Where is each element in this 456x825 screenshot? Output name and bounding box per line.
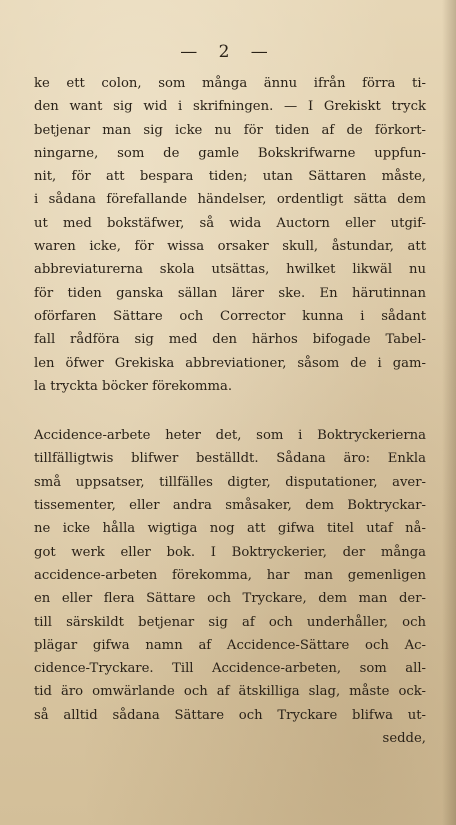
- text-line: så alltid sådana Sättare och Tryckare blifwa ut-: [34, 707, 426, 723]
- text-line: abbreviaturerna skola utsättas, hwilket likwäl nu: [34, 262, 426, 278]
- text-line: sedde,: [382, 731, 426, 747]
- text-line: cidence-Tryckare. Till Accidence-arbeten, som all-: [34, 661, 426, 677]
- text-line: fall rådföra sig med den härhos bifogade Tabel-: [34, 332, 426, 348]
- page-body: [34, 72, 426, 750]
- text-line: plägar gifwa namn af Accidence-Sättare och Ac-: [34, 637, 426, 653]
- page-edge-shadow: [442, 0, 456, 825]
- text-line: oförfaren Sättare och Corrector kunna i sådant: [34, 308, 426, 324]
- text-line: tillfälligtwis blifwer beställdt. Sådana äro: Enkla: [34, 451, 426, 467]
- text-line: ningarne, som de gamle Bokskrifwarne uppfun-: [34, 145, 426, 161]
- paragraph-1: [34, 72, 426, 398]
- text-line: i sådana förefallande händelser, ordentligt sätta dem: [34, 192, 426, 208]
- paragraph-2: [34, 424, 426, 750]
- text-line: för tiden ganska sällan lärer ske. En härutinnan: [34, 285, 426, 301]
- text-line: små uppsatser, tillfälles digter, disputationer, aver-: [34, 474, 426, 490]
- text-line: betjenar man sig icke nu för tiden af de förkort-: [34, 122, 426, 138]
- page-number-header: — 2 —: [180, 42, 276, 62]
- text-line: tid äro omwärlande och af ätskilliga slag, måste ock-: [34, 684, 426, 700]
- text-line: Accidence-arbete heter det, som i Boktryckerierna: [34, 428, 426, 444]
- text-line: nit, för att bespara tiden; utan Sättaren måste,: [34, 169, 426, 185]
- text-line: ke ett colon, som många ännu ifrån förra ti-: [34, 76, 426, 91]
- text-line: den want sig wid i skrifningen. — I Grekiskt tryck: [34, 99, 426, 115]
- text-line: len öfwer Grekiska abbreviationer, såsom de i gam-: [34, 355, 426, 371]
- text-line: ut med bokstäfwer, så wida Auctorn eller utgif-: [34, 215, 426, 231]
- text-line: tissementer, eller andra småsaker, dem Boktryckar-: [34, 498, 426, 514]
- text-line: till särskildt betjenar sig af och underhåller, och: [34, 614, 426, 630]
- text-line: waren icke, för wissa orsaker skull, åstundar, att: [34, 239, 426, 255]
- text-line: la tryckta böcker förekomma.: [34, 378, 233, 394]
- paragraph-gap: [34, 398, 426, 424]
- text-line: ne icke hålla wigtiga nog att gifwa titel utaf nå-: [34, 521, 426, 537]
- text-line: got werk eller bok. I Boktryckerier, der många: [34, 544, 426, 560]
- text-line: en eller flera Sättare och Tryckare, dem man der-: [34, 591, 426, 607]
- text-line: accidence-arbeten förekomma, har man gemenligen: [34, 567, 426, 583]
